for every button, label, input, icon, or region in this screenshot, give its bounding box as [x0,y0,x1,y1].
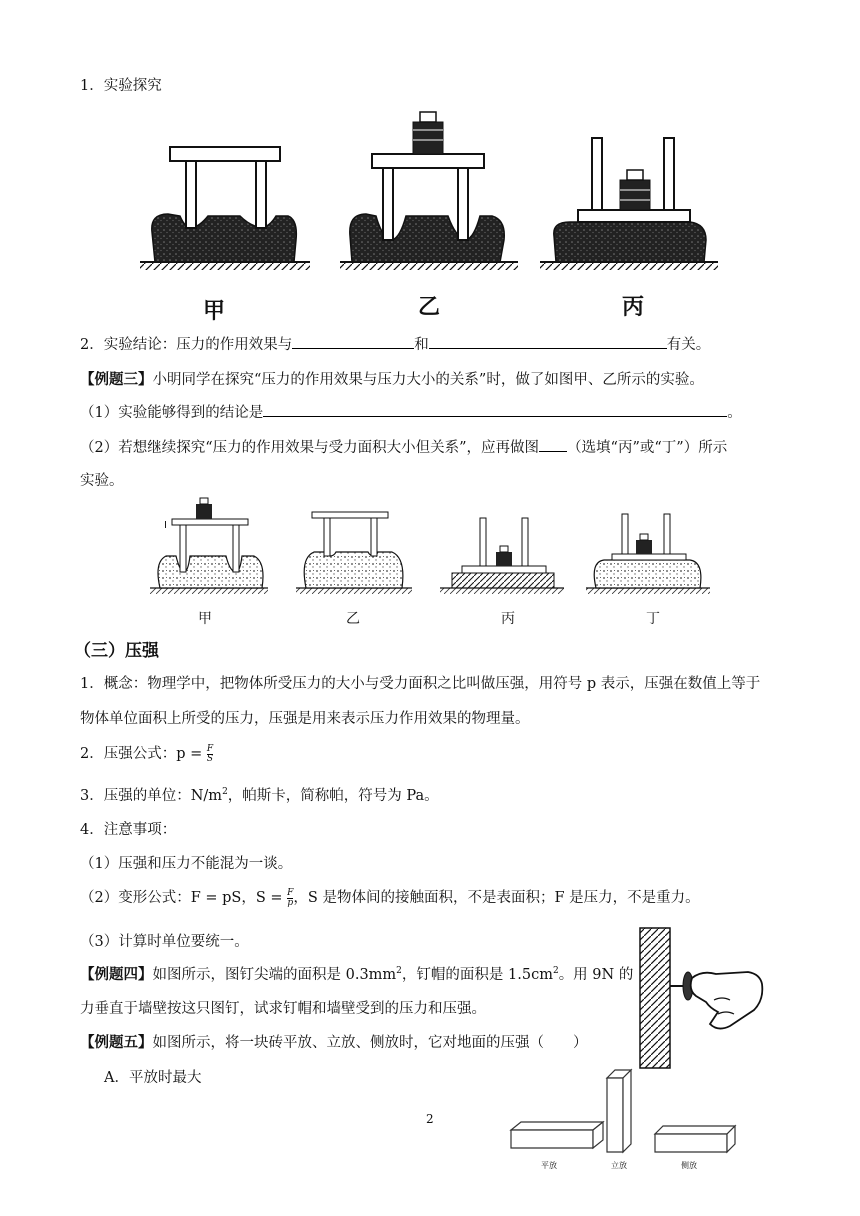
concept-line-2: 物体单位面积上所受的压力，压强是用来表示压力作用效果的物理量。 [80,711,530,727]
figure-2-ding [586,514,710,594]
brick-label-flat: 平放 [541,1161,557,1170]
figure-1-label-jia: 甲 [203,299,226,324]
wall [640,928,670,1068]
experiment-conclusion: 2．实验结论：压力的作用效果与 和 有关。 [80,333,710,354]
figure-2-bing [440,518,564,594]
figure-2-label-yi: 乙 [346,611,360,627]
section-experiment: 1．实验探究 [80,78,162,94]
pressure-formula: 2．压强公式：p = $\frac{F}{S}$ [80,743,214,764]
blank-1[interactable] [292,334,414,349]
pressure-unit: 3．压强的单位：$N/m^2$，帕斯卡，简称帕，符号为 Pa。 [80,787,439,804]
blank-3[interactable] [263,402,727,417]
figure-2-label-bing: 丙 [501,611,515,627]
blank-4[interactable] [539,437,567,452]
example-3-q2-cont: 实验。 [80,473,124,489]
figure-1-label-bing: 丙 [622,295,645,320]
example-5: 【例题五】如图所示，将一块砖平放、立放、侧放时，它对地面的压强（ ） [80,1034,588,1051]
figure-2-yi [296,512,412,594]
figure-1-jia [140,147,310,270]
brick-label-upright: 立放 [611,1161,627,1170]
brick-upright [607,1070,631,1152]
figure-1-bing [540,138,718,270]
example-3-q2: （2）若想继续探究“压力的作用效果与受力面积大小但关系”，应再做图 （选填“丙”或“丁”）所示 [80,436,727,457]
finger [691,972,763,1029]
example-4: 【例题四】如图所示，图钉尖端的面积是 $0.3mm^2$，钉帽的面积是 $1.5cm^2$。用 9N 的 [80,966,634,983]
figure-2-label-jia: 甲 [198,611,212,627]
brick-side [655,1126,735,1152]
thumbtack-figure [630,922,770,1070]
figure-1-label-yi: 乙 [418,295,441,320]
bricks-figure [505,1064,765,1174]
page-number: 2 [426,1112,434,1126]
figure-1-experiment [0,0,860,330]
example-3: 【例题三】小明同学在探究“压力的作用效果与压力大小的关系”时，做了如图甲、乙所示的实验。 [80,371,704,388]
figure-2-experiment [0,492,860,632]
note-2: （2）变形公式：F = pS，S = $\frac{F}{p}$ ，S 是物体间的接触面积，不是表面积；F 是压力，不是重力。 [80,887,700,908]
concept-line-1: 1．概念：物理学中，把物体所受压力的大小与受力面积之比叫做压强，用符号 p 表示，压强在数值上等于 [80,676,761,692]
example-3-q1: （1）实验能够得到的结论是 。 [80,401,742,422]
note-3: （3）计算时单位要统一。 [80,934,249,950]
figure-2-jia [150,498,268,594]
notes-title: 4．注意事项： [80,822,177,838]
brick-label-side: 侧放 [681,1161,697,1170]
example-4-cont: 力垂直于墙壁按这只图钉，试求钉帽和墙壁受到的压力和压强。 [80,1001,486,1017]
option-a[interactable]: A．平放时最大 [104,1070,202,1086]
formula-fraction: $\frac{F}{S}$ [206,743,214,764]
blank-2[interactable] [429,334,667,349]
section-pressure-title: （三）压强 [74,641,159,661]
figure-1-yi [340,112,518,270]
note-2-fraction: $\frac{F}{p}$ [287,887,294,908]
note-1: （1）压强和压力不能混为一谈。 [80,856,293,872]
figure-2-mark: I [164,520,167,531]
figure-2-label-ding: 丁 [646,611,660,627]
brick-flat [511,1122,603,1148]
